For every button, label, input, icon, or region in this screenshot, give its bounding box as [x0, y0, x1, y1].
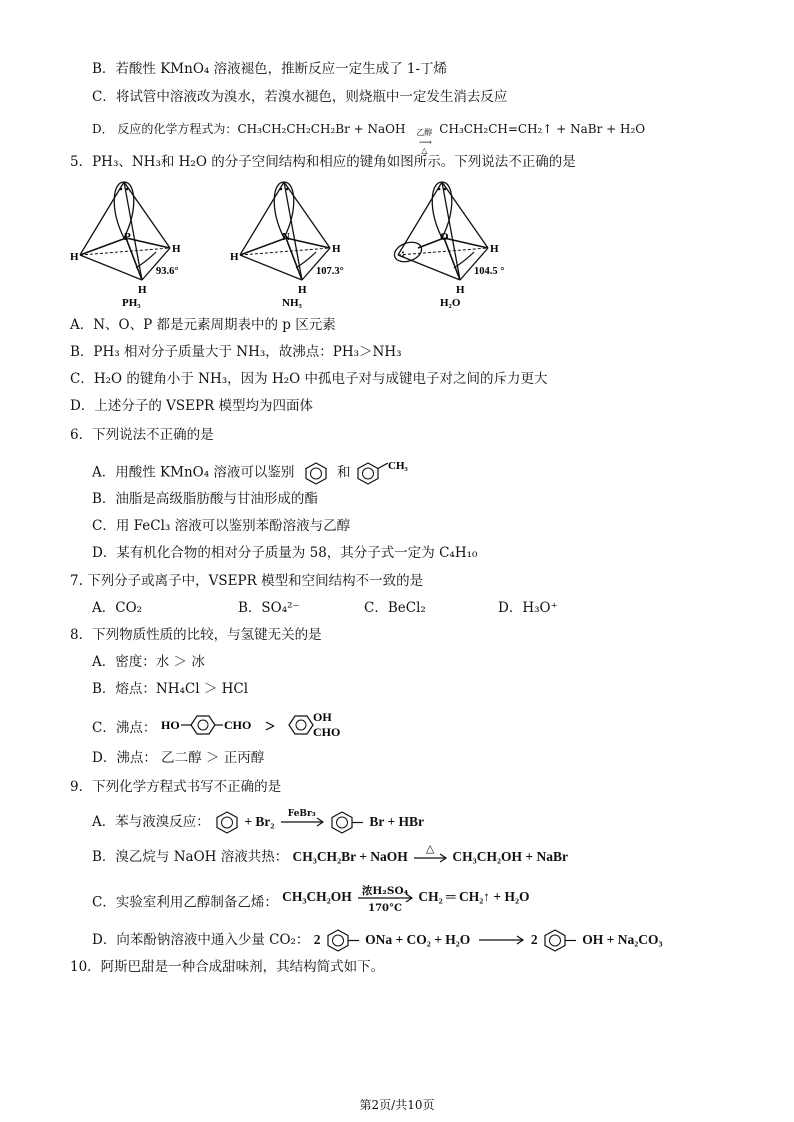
- nh3-lone-pair-lobe: [274, 182, 294, 238]
- q5-option-c: C．H₂O 的键角小于 NH₃，因为 H₂O 中孤电子对与成键电子对之间的斥力更大: [70, 371, 548, 387]
- q9-d-right: OH + Na₂CO₃: [582, 932, 663, 947]
- h2o-center-label: O: [440, 231, 449, 243]
- q9-option-a: [92, 810, 424, 834]
- q6-stem: 6．下列说法不正确的是: [70, 427, 214, 443]
- ph3-caption: PH₃: [122, 297, 141, 309]
- ortho-oh-label: OH: [312, 711, 332, 724]
- q6-option-b: B．油脂是高级脂肪酸与甘油形成的酯: [92, 491, 318, 507]
- q5-option-a: A．N、O、P 都是元素周期表中的 p 区元素: [70, 317, 336, 333]
- phenol-ring-icon: [542, 928, 578, 952]
- q9-stem: 9．下列化学方程式书写不正确的是: [70, 779, 282, 795]
- q8-stem: 8．下列物质性质的比较，与氢键无关的是: [70, 627, 322, 643]
- q5-stem: 5．PH₃、NH₃和 H₂O 的分子空间结构和相应的键角如图所示。下列说法不正确的是: [70, 154, 576, 170]
- q4-option-d: D． 反应的化学方程式为：CH₃CH₂CH₂CH₂Br + NaOH 乙醇 ⟶ △ CH₃CH₂CH=CH₂↑ + NaBr + H₂O: [92, 120, 645, 138]
- q4-option-c: C．将试管中溶液改为溴水，若溴水褪色，则烧瓶中一定发生消去反应: [92, 89, 508, 105]
- toluene-icon: [355, 460, 419, 486]
- q9-option-d-prefix: D．向苯酚钠溶液中通入少量 CO₂：: [92, 932, 310, 948]
- q4-option-d-left: CH₃CH₂CH₂CH₂Br + NaOH: [237, 122, 406, 136]
- q5-molecule-figures: [70, 180, 530, 310]
- q9-d-coef1: 2: [313, 932, 321, 947]
- h2o-left-lone-pair: :: [401, 246, 405, 260]
- q9-d-left: ONa + CO₂ + H₂O: [365, 932, 471, 947]
- ph3-right-h: H: [172, 243, 181, 255]
- nh3-figure: [230, 182, 344, 309]
- q9-c-cond-top: 浓H₂SO₄: [361, 885, 409, 897]
- q9-option-c: [92, 885, 530, 918]
- q7-option-c: C．BeCl₂: [364, 600, 426, 616]
- q4-option-d-right: CH₃CH₂CH=CH₂↑ + NaBr + H₂O: [439, 122, 646, 136]
- para-ho-label: HO: [160, 718, 180, 732]
- q9-b-cond: △: [425, 841, 435, 855]
- q9-option-b: [92, 841, 568, 866]
- q7-stem: 7. 下列分子或离子中，VSEPR 模型和空间结构不一致的是: [70, 573, 424, 589]
- q8-structures: [161, 711, 371, 745]
- benzene-icon: [303, 461, 329, 485]
- q5-option-d: D．上述分子的 VSEPR 模型均为四面体: [70, 398, 314, 414]
- q7-option-b: B．SO₄²⁻: [238, 600, 300, 616]
- h2o-angle: 104.5 °: [474, 266, 505, 277]
- q9-option-c-prefix: C．实验室利用乙醇制备乙烯：: [92, 894, 278, 911]
- ph3-left-h: H: [70, 251, 79, 263]
- ph3-figure: [70, 182, 181, 309]
- h2o-lone-pair-lobe: [432, 182, 452, 238]
- q4-cond-top: 乙醇: [416, 128, 433, 137]
- h2o-caption: H₂O: [440, 297, 461, 309]
- q9-c-arrow: [356, 885, 414, 918]
- q6-option-c: C．用 FeCl₃ 溶液可以鉴别苯酚溶液与乙醇: [92, 518, 351, 534]
- nh3-bottom-h: H: [298, 284, 307, 296]
- q8-option-a: A．密度：水 ＞ 冰: [92, 654, 205, 670]
- para-cho-label: CHO: [223, 718, 251, 732]
- q6-option-a-prefix: A．用酸性 KMnO₄ 溶液可以鉴别: [92, 464, 295, 481]
- ortho-cho-label: CHO: [312, 725, 340, 739]
- ph3-bottom-h: H: [138, 284, 147, 296]
- q9-a-arrow: [279, 809, 325, 832]
- h2o-figure: [392, 182, 505, 309]
- q9-a-product: Br + HBr: [369, 814, 425, 829]
- q9-d-arrow: [475, 932, 527, 948]
- q9-c-right: CH₂ ═ CH₂↑ + H₂O: [418, 888, 530, 904]
- q9-a-catalyst: FeBr₃: [287, 809, 316, 819]
- q4-cond-bottom: △: [421, 146, 428, 155]
- q9-a-br2: + Br₂: [244, 814, 275, 829]
- q7-option-a: A．CO₂: [92, 600, 143, 616]
- q9-option-d: [92, 928, 663, 952]
- ortho-ring: [289, 716, 313, 734]
- h2o-right-h: H: [490, 243, 499, 255]
- q9-c-left: CH₃CH₂OH: [282, 888, 352, 904]
- q6-option-a: [92, 460, 419, 486]
- q9-b-left: CH₃CH₂Br + NaOH: [292, 849, 408, 864]
- q6-option-d: D．某有机化合物的相对分子质量为 58，其分子式一定为 C₄H₁₀: [92, 545, 478, 561]
- nh3-center-label: N: [282, 231, 290, 243]
- q4-option-b: B．若酸性 KMnO₄ 溶液褪色，推断反应一定生成了 1-丁烯: [92, 61, 448, 77]
- ph3-angle: 93.6°: [156, 266, 179, 277]
- q9-d-coef2: 2: [530, 932, 538, 947]
- h2o-bottom-h: H: [456, 284, 465, 296]
- h2o-second-lone-pair-lobe: [392, 239, 424, 265]
- q9-b-right: CH₃CH₂OH + NaBr: [452, 849, 568, 864]
- q7-option-d: D．H₃O⁺: [498, 600, 558, 616]
- toluene-ch3-label: CH₃: [387, 460, 408, 472]
- page-footer: 第2页/共10页: [359, 1098, 435, 1112]
- nh3-angle: 107.3°: [316, 266, 344, 277]
- q9-option-b-prefix: B．溴乙烷与 NaOH 溶液共热：: [92, 849, 289, 865]
- q8-option-c: [92, 711, 371, 745]
- benzene-icon: [214, 810, 240, 834]
- q8-greater-than: >: [264, 716, 275, 736]
- ph3-center-label: P: [124, 231, 131, 243]
- q8-option-c-prefix: C．沸点：: [92, 720, 157, 736]
- q9-b-arrow: [412, 841, 448, 866]
- q9-option-a-prefix: A．苯与液溴反应：: [92, 814, 210, 830]
- nh3-caption: NH₃: [282, 297, 302, 309]
- q5-option-b: B．PH₃ 相对分子质量大于 NH₃，故沸点：PH₃＞NH₃: [70, 344, 402, 360]
- phenoxide-ring-icon: [325, 928, 361, 952]
- q6-option-a-and: 和: [337, 464, 351, 481]
- q8-option-b: B．熔点：NH₄Cl ＞ HCl: [92, 681, 249, 697]
- q10-stem: 10．阿斯巴甜是一种合成甜味剂，其结构简式如下。: [70, 959, 385, 975]
- q8-option-d: D．沸点： 乙二醇 ＞ 正丙醇: [92, 750, 265, 766]
- nh3-right-h: H: [332, 243, 341, 255]
- bromobenzene-icon: [329, 810, 365, 834]
- q4-option-d-prefix: D． 反应的化学方程式为：: [92, 122, 238, 136]
- ph3-lone-pair-lobe: [114, 182, 134, 238]
- q9-c-cond-bottom: 170°C: [368, 903, 402, 914]
- nh3-left-h: H: [230, 251, 239, 263]
